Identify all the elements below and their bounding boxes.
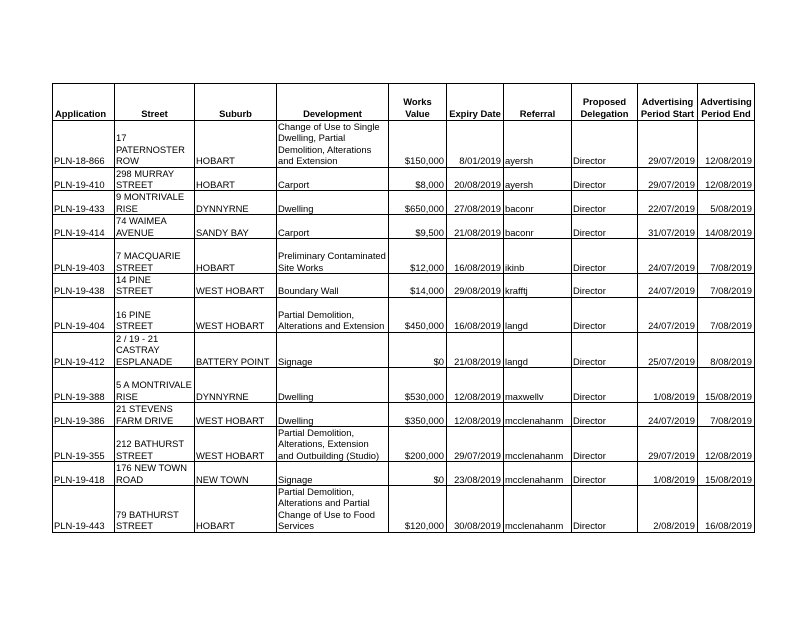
referral-cell: langd — [504, 332, 572, 367]
street-cell: 17 PATERNOSTER ROW — [115, 121, 195, 168]
advertising-start-cell: 24/07/2019 — [638, 274, 698, 298]
street-cell: 298 MURRAY STREET — [115, 167, 195, 191]
advertising-end-cell: 15/08/2019 — [698, 462, 755, 486]
delegation-cell: Director — [572, 121, 638, 168]
suburb-cell: WEST HOBART — [195, 403, 277, 427]
referral-cell: ikinb — [504, 239, 572, 274]
street-cell: 16 PINE STREET — [115, 297, 195, 332]
works-value-cell: $350,000 — [389, 403, 447, 427]
suburb-cell: NEW TOWN — [195, 462, 277, 486]
advertising-end-cell: 12/08/2019 — [698, 167, 755, 191]
advertising-start-cell: 22/07/2019 — [638, 191, 698, 215]
development-cell: Signage — [277, 462, 389, 486]
advertising-end-cell: 15/08/2019 — [698, 368, 755, 403]
street-cell: 74 WAIMEA AVENUE — [115, 215, 195, 239]
header-expiry-date: Expiry Date — [447, 84, 504, 121]
referral-cell: baconr — [504, 191, 572, 215]
expiry-date-cell: 29/08/2019 — [447, 274, 504, 298]
expiry-date-cell: 20/08/2019 — [447, 167, 504, 191]
advertising-end-cell: 5/08/2019 — [698, 191, 755, 215]
advertising-end-cell: 14/08/2019 — [698, 215, 755, 239]
works-value-cell: $530,000 — [389, 368, 447, 403]
header-referral: Referral — [504, 84, 572, 121]
advertising-start-cell: 1/08/2019 — [638, 462, 698, 486]
header-advertising-start: Advertising Period Start — [638, 84, 698, 121]
advertising-end-cell: 7/08/2019 — [698, 297, 755, 332]
application-cell: PLN-18-866 — [53, 121, 115, 168]
referral-cell: ayersh — [504, 121, 572, 168]
street-cell: 21 STEVENS FARM DRIVE — [115, 403, 195, 427]
development-cell: Preliminary Contaminated Site Works — [277, 239, 389, 274]
works-value-cell: $150,000 — [389, 121, 447, 168]
development-cell: Dwelling — [277, 403, 389, 427]
delegation-cell: Director — [572, 167, 638, 191]
expiry-date-cell: 27/08/2019 — [447, 191, 504, 215]
table-row — [53, 239, 755, 274]
header-works-value: Works Value — [389, 84, 447, 121]
works-value-cell: $0 — [389, 462, 447, 486]
table-row — [53, 368, 755, 403]
delegation-cell: Director — [572, 368, 638, 403]
table-row — [53, 167, 755, 191]
expiry-date-cell: 8/01/2019 — [447, 121, 504, 168]
development-cell: Change of Use to Single Dwelling, Partial Demolition, Alterations and Extension — [277, 121, 389, 168]
advertising-start-cell: 25/07/2019 — [638, 332, 698, 367]
header-proposed-delegation: Proposed Delegation — [572, 84, 638, 121]
advertising-end-cell: 7/08/2019 — [698, 239, 755, 274]
referral-cell: mcclenahanm — [504, 403, 572, 427]
delegation-cell: Director — [572, 215, 638, 239]
expiry-date-cell: 12/08/2019 — [447, 368, 504, 403]
works-value-cell: $12,000 — [389, 239, 447, 274]
expiry-date-cell: 23/08/2019 — [447, 462, 504, 486]
advertising-start-cell: 2/08/2019 — [638, 485, 698, 532]
expiry-date-cell: 29/07/2019 — [447, 426, 504, 461]
expiry-date-cell: 16/08/2019 — [447, 297, 504, 332]
development-cell: Partial Demolition, Alterations and Extension — [277, 297, 389, 332]
table-row — [53, 332, 755, 367]
table-row — [53, 121, 755, 168]
development-cell: Carport — [277, 167, 389, 191]
delegation-cell: Director — [572, 485, 638, 532]
application-cell: PLN-19-355 — [53, 426, 115, 461]
delegation-cell: Director — [572, 239, 638, 274]
works-value-cell: $650,000 — [389, 191, 447, 215]
referral-cell: krafftj — [504, 274, 572, 298]
advertising-end-cell: 7/08/2019 — [698, 274, 755, 298]
delegation-cell: Director — [572, 191, 638, 215]
application-cell: PLN-19-418 — [53, 462, 115, 486]
table-row — [53, 297, 755, 332]
referral-cell: baconr — [504, 215, 572, 239]
street-cell: 14 PINE STREET — [115, 274, 195, 298]
street-cell: 5 A MONTRIVALE RISE — [115, 368, 195, 403]
table-row — [53, 426, 755, 461]
application-cell: PLN-19-433 — [53, 191, 115, 215]
application-cell: PLN-19-438 — [53, 274, 115, 298]
suburb-cell: HOBART — [195, 167, 277, 191]
application-cell: PLN-19-410 — [53, 167, 115, 191]
header-row — [53, 84, 755, 121]
header-suburb: Suburb — [195, 84, 277, 121]
street-cell: 79 BATHURST STREET — [115, 485, 195, 532]
expiry-date-cell: 12/08/2019 — [447, 403, 504, 427]
development-cell: Boundary Wall — [277, 274, 389, 298]
delegation-cell: Director — [572, 297, 638, 332]
street-cell: 9 MONTRIVALE RISE — [115, 191, 195, 215]
table-row — [53, 215, 755, 239]
delegation-cell: Director — [572, 426, 638, 461]
table-row — [53, 485, 755, 532]
application-cell: PLN-19-388 — [53, 368, 115, 403]
application-cell: PLN-19-404 — [53, 297, 115, 332]
suburb-cell: BATTERY POINT — [195, 332, 277, 367]
header-advertising-end: Advertising Period End — [698, 84, 755, 121]
advertising-start-cell: 24/07/2019 — [638, 239, 698, 274]
referral-cell: mcclenahanm — [504, 426, 572, 461]
table-row — [53, 191, 755, 215]
development-cell: Partial Demolition, Alterations, Extension and Outbuilding (Studio) — [277, 426, 389, 461]
suburb-cell: SANDY BAY — [195, 215, 277, 239]
works-value-cell: $8,000 — [389, 167, 447, 191]
street-cell: 7 MACQUARIE STREET — [115, 239, 195, 274]
works-value-cell: $200,000 — [389, 426, 447, 461]
advertising-end-cell: 8/08/2019 — [698, 332, 755, 367]
works-value-cell: $9,500 — [389, 215, 447, 239]
expiry-date-cell: 30/08/2019 — [447, 485, 504, 532]
advertising-start-cell: 29/07/2019 — [638, 167, 698, 191]
suburb-cell: DYNNYRNE — [195, 368, 277, 403]
application-cell: PLN-19-414 — [53, 215, 115, 239]
advertising-start-cell: 24/07/2019 — [638, 297, 698, 332]
referral-cell: mcclenahanm — [504, 462, 572, 486]
works-value-cell: $14,000 — [389, 274, 447, 298]
delegation-cell: Director — [572, 274, 638, 298]
suburb-cell: HOBART — [195, 485, 277, 532]
advertising-end-cell: 7/08/2019 — [698, 403, 755, 427]
delegation-cell: Director — [572, 332, 638, 367]
advertising-start-cell: 29/07/2019 — [638, 426, 698, 461]
advertising-end-cell: 12/08/2019 — [698, 426, 755, 461]
advertising-start-cell: 24/07/2019 — [638, 403, 698, 427]
applications-table — [52, 83, 755, 533]
development-cell: Partial Demolition, Alterations and Partial Change of Use to Food Services — [277, 485, 389, 532]
expiry-date-cell: 16/08/2019 — [447, 239, 504, 274]
table-row — [53, 403, 755, 427]
advertising-start-cell: 1/08/2019 — [638, 368, 698, 403]
application-cell: PLN-19-412 — [53, 332, 115, 367]
street-cell: 176 NEW TOWN ROAD — [115, 462, 195, 486]
referral-cell: maxwellv — [504, 368, 572, 403]
suburb-cell: WEST HOBART — [195, 274, 277, 298]
development-cell: Signage — [277, 332, 389, 367]
application-cell: PLN-19-403 — [53, 239, 115, 274]
development-cell: Dwelling — [277, 368, 389, 403]
table-row — [53, 462, 755, 486]
expiry-date-cell: 21/08/2019 — [447, 215, 504, 239]
suburb-cell: HOBART — [195, 121, 277, 168]
works-value-cell: $120,000 — [389, 485, 447, 532]
delegation-cell: Director — [572, 462, 638, 486]
delegation-cell: Director — [572, 403, 638, 427]
advertising-start-cell: 31/07/2019 — [638, 215, 698, 239]
table-row — [53, 274, 755, 298]
development-cell: Carport — [277, 215, 389, 239]
suburb-cell: DYNNYRNE — [195, 191, 277, 215]
header-street: Street — [115, 84, 195, 121]
application-cell: PLN-19-386 — [53, 403, 115, 427]
header-application: Application — [53, 84, 115, 121]
suburb-cell: WEST HOBART — [195, 426, 277, 461]
expiry-date-cell: 21/08/2019 — [447, 332, 504, 367]
works-value-cell: $450,000 — [389, 297, 447, 332]
suburb-cell: WEST HOBART — [195, 297, 277, 332]
referral-cell: ayersh — [504, 167, 572, 191]
suburb-cell: HOBART — [195, 239, 277, 274]
referral-cell: mcclenahanm — [504, 485, 572, 532]
advertising-start-cell: 29/07/2019 — [638, 121, 698, 168]
advertising-end-cell: 12/08/2019 — [698, 121, 755, 168]
header-development: Development — [277, 84, 389, 121]
referral-cell: langd — [504, 297, 572, 332]
street-cell: 2 / 19 - 21 CASTRAY ESPLANADE — [115, 332, 195, 367]
development-cell: Dwelling — [277, 191, 389, 215]
application-cell: PLN-19-443 — [53, 485, 115, 532]
advertising-end-cell: 16/08/2019 — [698, 485, 755, 532]
street-cell: 212 BATHURST STREET — [115, 426, 195, 461]
works-value-cell: $0 — [389, 332, 447, 367]
